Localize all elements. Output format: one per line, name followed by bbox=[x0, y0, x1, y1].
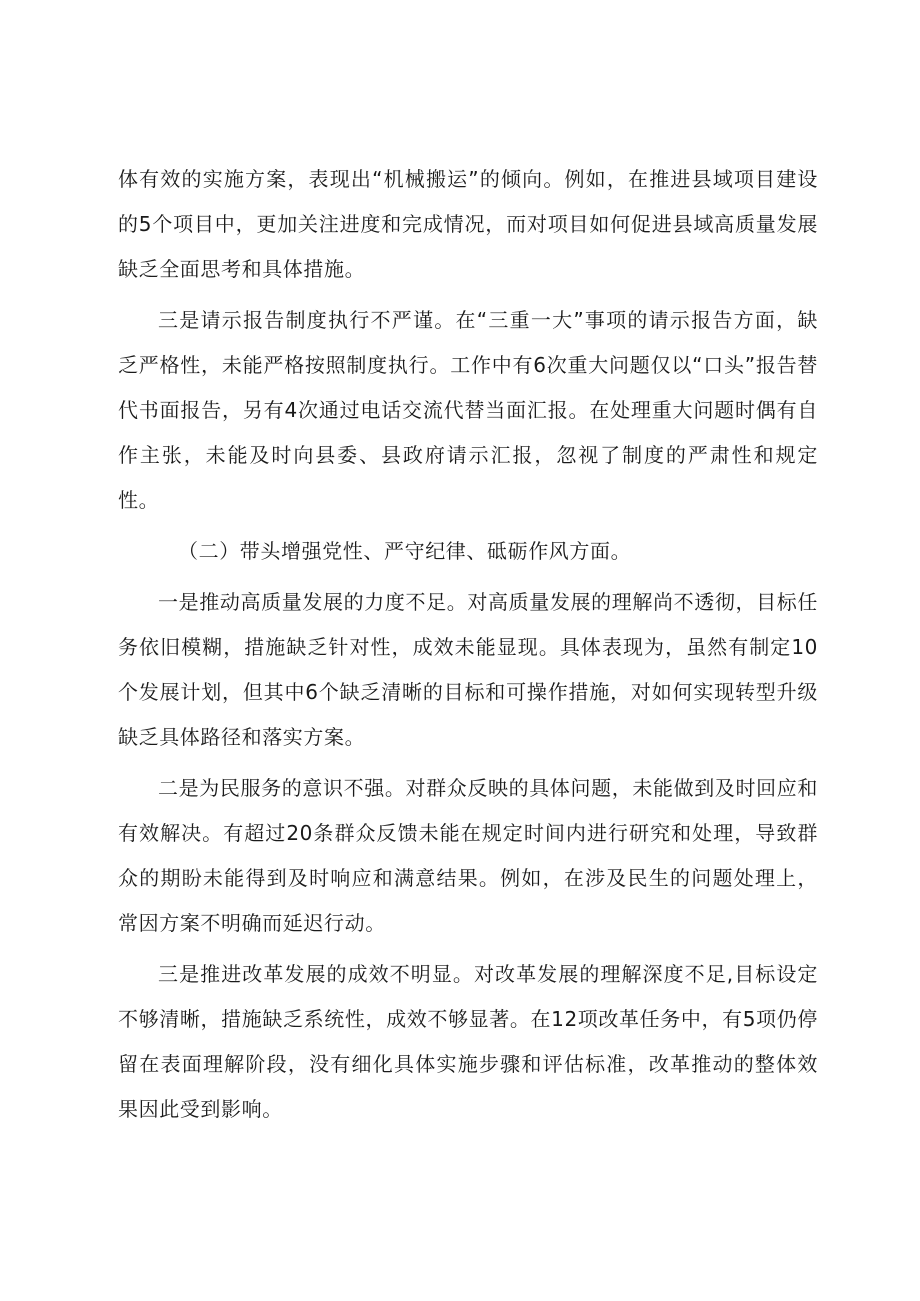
paragraph-reporting-system: 三是请示报告制度执行不严谨。在“三重一大”事项的请示报告方面，缺乏严格性，未能严格按照制度执行。工作中有6次重大问题仅以“口头”报告替代书面报告，另有4次通过电话交流代替当面汇报。在处理重大问题时偶有自作主张，未能及时向县委、县政府请示汇报，忽视了制度的严肃性和规定性。 bbox=[118, 308, 819, 512]
paragraph-high-quality-development: 一是推动高质量发展的力度不足。对高质量发展的理解尚不透彻，目标任务依旧模糊，措施缺乏针对性，成效未能显现。具体表现为，虽然有制定10个发展计划，但其中6个缺乏清晰的目标和可操作措施，对如何实现转型升级缺乏具体路径和落实方案。 bbox=[118, 590, 818, 749]
section-heading-party-spirit: （二）带头增强党性、严守纪律、砥砺作风方面。 bbox=[178, 539, 632, 563]
paragraph-continuation: 体有效的实施方案，表现出“机械搬运”的倾向。例如，在推进县域项目建设的5个项目中，更加关注进度和完成情况，而对项目如何促进县域高质量发展缺乏全面思考和具体措施。 bbox=[118, 167, 818, 281]
paragraph-reform-results: 三是推进改革发展的成效不明显。对改革发展的理解深度不足,目标设定不够清晰，措施缺乏系统性，成效不够显著。在12项改革任务中，有5项仍停留在表面理解阶段，没有细化具体实施步骤和评估标准，改革推动的整体效果因此受到影响。 bbox=[118, 962, 818, 1121]
document-body bbox=[118, 157, 818, 1138]
paragraph-serving-people: 二是为民服务的意识不强。对群众反映的具体问题，未能做到及时回应和有效解决。有超过20条群众反馈未能在规定时间内进行研究和处理，导致群众的期盼未能得到及时响应和满意结果。例如，在涉及民生的问题处理上，常因方案不明确而延迟行动。 bbox=[118, 776, 818, 935]
